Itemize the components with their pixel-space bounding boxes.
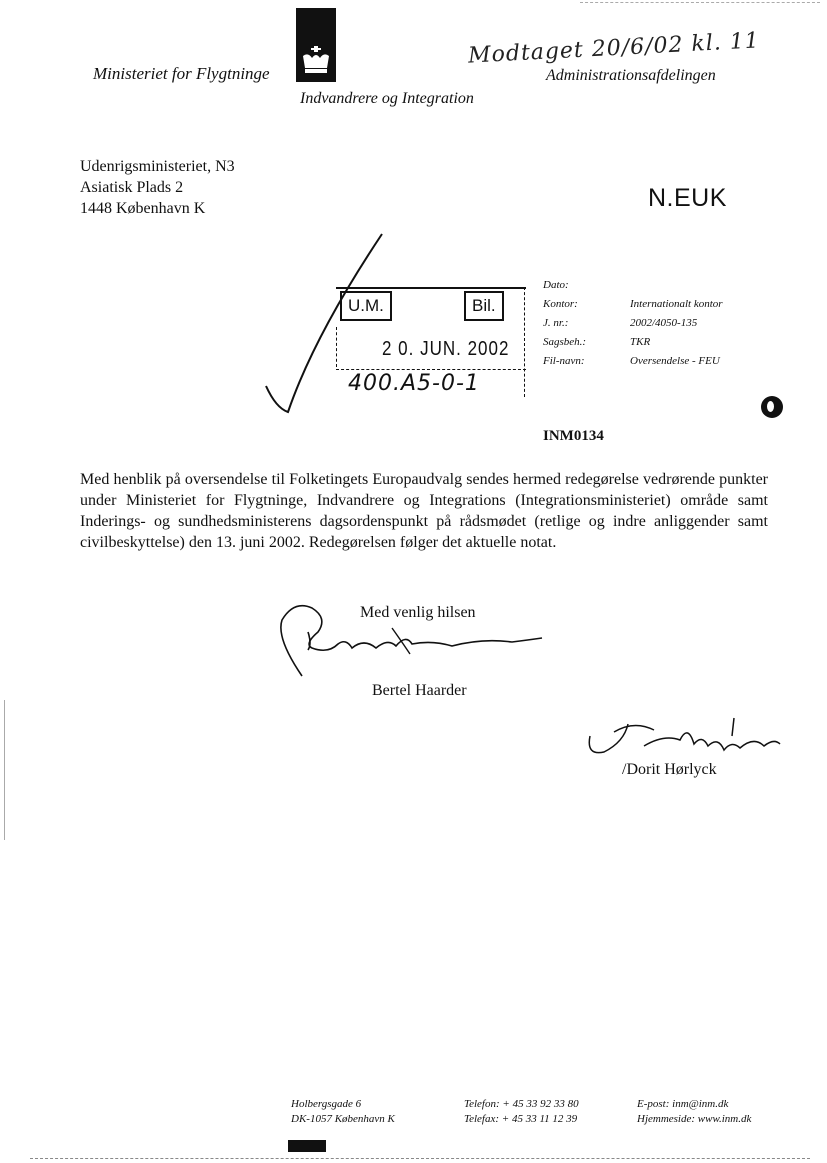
stamp-um-box: U.M. — [340, 291, 392, 321]
stamp-border — [336, 287, 526, 289]
stamp-border — [336, 327, 337, 367]
meta-row — [543, 333, 780, 352]
crown-logo-icon — [296, 8, 336, 82]
document-metadata — [543, 276, 780, 371]
recipient-address — [80, 156, 235, 219]
footer-city: DK-1057 København K — [291, 1113, 395, 1125]
stamp-bil-box: Bil. — [464, 291, 504, 321]
received-note: Modtaget 20/6/02 kl. 11 — [467, 28, 761, 69]
meta-row — [543, 276, 780, 295]
meta-row — [543, 352, 780, 371]
address-line: Udenrigsministeriet, N3 — [80, 158, 235, 175]
signer-name: /Dorit Hørlyck — [622, 761, 717, 778]
footer-marker — [288, 1140, 326, 1152]
meta-label: Sagsbeh.: — [543, 336, 587, 348]
stamp-border — [336, 369, 526, 370]
meta-label: Dato: — [543, 279, 569, 291]
footer-fax: Telefax: + 45 33 11 12 39 — [464, 1113, 578, 1125]
ministry-subtitle: Indvandrere og Integration — [300, 90, 474, 107]
office-stamp-code: N.EUK — [648, 184, 727, 212]
scan-artifact-edge — [4, 700, 5, 840]
meta-value — [630, 276, 780, 295]
scan-artifact-bottom — [30, 1158, 810, 1159]
address-line: 1448 København K — [80, 200, 206, 217]
meta-row — [543, 314, 780, 333]
body-paragraph: Med henblik på oversendelse til Folketingets Europaudvalg sendes hermed redegørelse vedrørende punkter under Ministeriet for Flygtninge, Indvandrere og Integrations (Integrationsministeriet) område samt Inderings- og sundhedsministerens dagsordenspunkt på rådsmødet (retlige og indre anliggender samt civilbeskyttelse) den 13. juni 2002. Redegørelsen følger det aktuelle notat. — [80, 471, 768, 551]
meta-value: Oversendelse - FEU — [630, 355, 720, 367]
department-name: Administrationsafdelingen — [546, 67, 716, 84]
stamp-date: 2 0. JUN. 2002 — [382, 337, 510, 360]
closing-greeting: Med venlig hilsen — [360, 604, 476, 621]
meta-value: Internationalt kontor — [630, 298, 723, 310]
signer-name: Bertel Haarder — [372, 682, 467, 699]
footer-address — [291, 1097, 395, 1127]
stamp-border — [524, 287, 525, 397]
received-stamp — [336, 287, 528, 397]
document-code: INM0134 — [543, 428, 604, 444]
footer-phones — [464, 1097, 579, 1127]
footer-contacts — [637, 1097, 751, 1127]
footer-phone: Telefon: + 45 33 92 33 80 — [464, 1098, 579, 1110]
footer-street: Holbergsgade 6 — [291, 1098, 362, 1110]
meta-value: TKR — [630, 336, 651, 348]
meta-label: J. nr.: — [543, 317, 569, 329]
meta-label: Kontor: — [543, 298, 578, 310]
meta-label: Fil-navn: — [543, 355, 585, 367]
signature-icon — [272, 598, 552, 678]
stamp-handwritten-code: 400.A5-0-1 — [348, 371, 480, 396]
meta-value: 2002/4050-135 — [630, 317, 698, 329]
punch-hole-icon — [761, 396, 783, 418]
scan-artifact-top — [580, 2, 820, 3]
address-line: Asiatisk Plads 2 — [80, 179, 184, 196]
footer-website: Hjemmeside: www.inm.dk — [637, 1113, 752, 1125]
footer-email: E-post: inm@inm.dk — [637, 1098, 729, 1110]
ministry-name: Ministeriet for Flygtninge — [93, 64, 270, 83]
meta-row — [543, 295, 780, 314]
